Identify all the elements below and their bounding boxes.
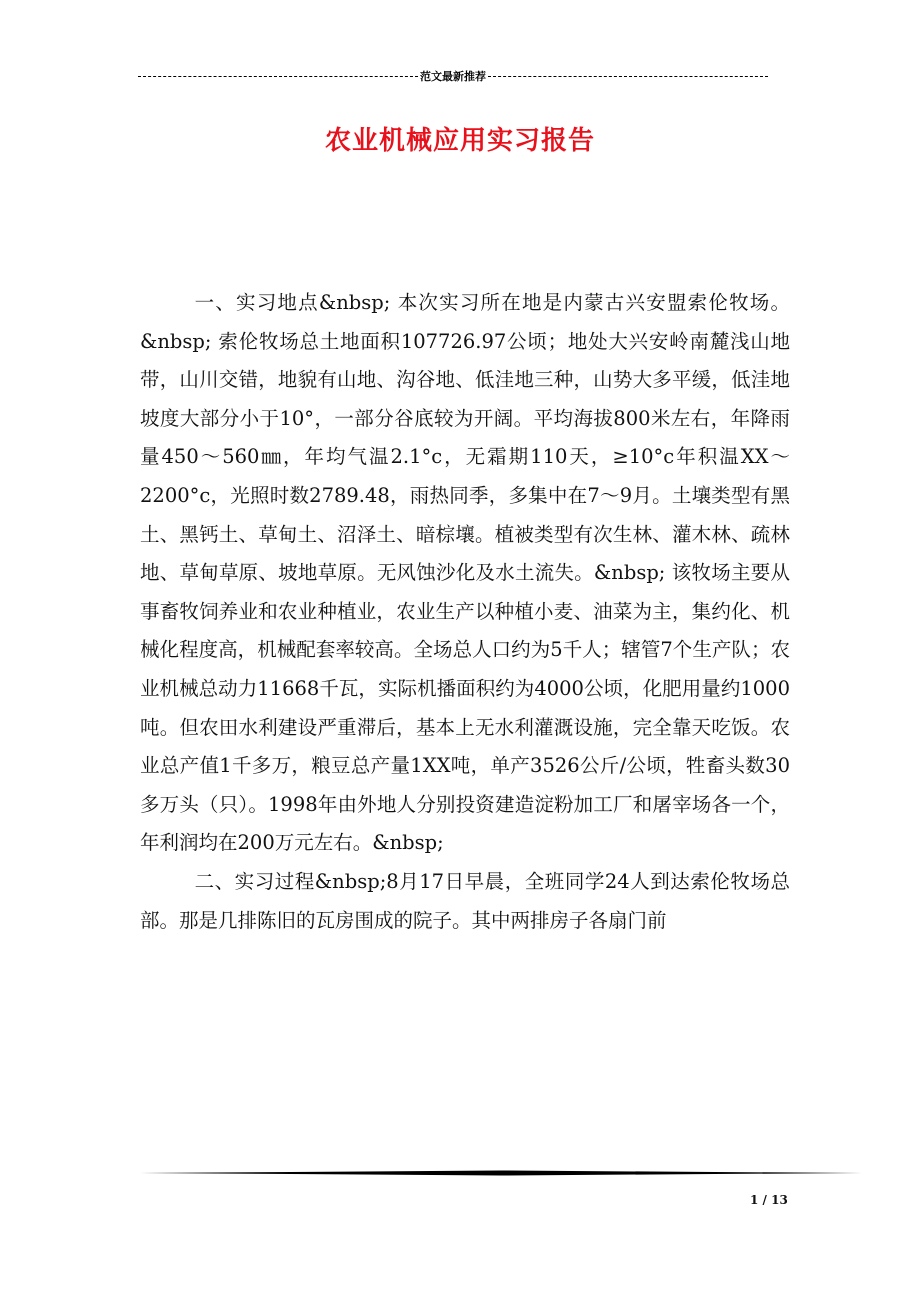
document-body (140, 284, 790, 940)
paragraph-location: 一、实习地点&nbsp; 本次实习所在地是内蒙古兴安盟索伦牧场。&nbsp; 索伦牧场总土地面积107726.97公顷；地处大兴安岭南麓浅山地带，山川交错，地貌有山地、沟谷地、低洼地三种，山势大多平缓，低洼地坡度大部分小于10°，一部分谷底较为开阔。平均海拔800米左右，年降雨量450～560㎜，年均气温2.1°c，无霜期110天，≥10°c年积温XX～2200°c，光照时数2789.48，雨热同季，多集中在7～9月。土壤类型有黑土、黑钙土、草甸土、沼泽土、暗棕壤。植被类型有次生林、灌木林、疏林地、草甸草原、坡地草原。无风蚀沙化及水土流失。&nbsp; 该牧场主要从事畜牧饲养业和农业种植业，农业生产以种植小麦、油菜为主，集约化、机械化程度高，机械配套率较高。全场总人口约为5千人；辖管7个生产队；农业机械总动力11668千瓦，实际机播面积约为4000公顷，化肥用量约1000吨。但农田水利建设严重滞后，基本上无水利灌溉设施，完全靠天吃饭。农业总产值1千多万，粮豆总产量1XX吨，单产3526公斤/公顷，牲畜头数30多万头（只）。1998年由外地人分别投资建造淀粉加工厂和屠宰场各一个，年利润均在200万元左右。&nbsp; (140, 291, 790, 855)
header-banner (138, 68, 768, 84)
header-dash-right (488, 76, 768, 77)
footer-divider (140, 1170, 862, 1176)
header-label: 范文最新推荐 (420, 70, 486, 83)
page-number: 1 / 13 (750, 1193, 788, 1207)
document-title: 农业机械应用实习报告 (324, 126, 595, 156)
paragraph-process: 二、实习过程&nbsp;8月17日早晨，全班同学24人到达索伦牧场总部。那是几排陈旧的瓦房围成的院子。其中两排房子各扇门前 (140, 869, 790, 932)
header-dash-left (138, 76, 418, 77)
